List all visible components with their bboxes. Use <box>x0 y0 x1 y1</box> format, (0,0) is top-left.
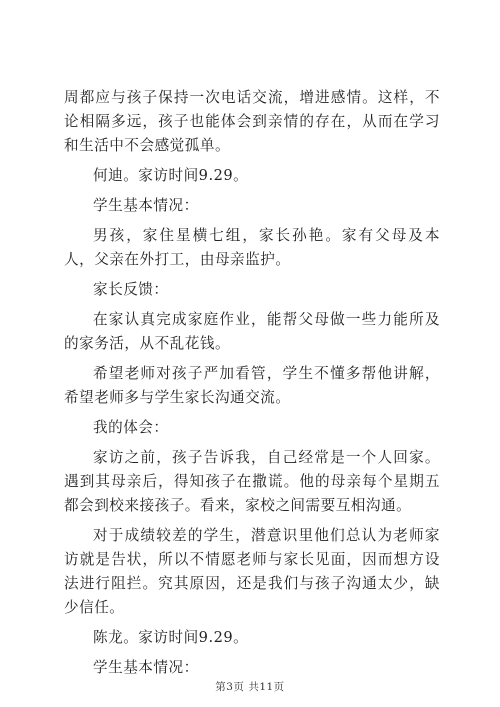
paragraph: 周都应与孩子保持一次电话交流，增进感情。这样，不论相隔多远，孩子也能体会到亲情的存在，从而在学习和生活中不会感觉孤单。 <box>64 89 440 154</box>
paragraph: 家访之前，孩子告诉我，自己经常是一个人回家。遇到其母亲后，得知孩子在撒谎。他的母亲每个星期五都会到校来接孩子。看来，家校之间需要互相沟通。 <box>64 449 440 514</box>
page-number-footer: 第3页 共11页 <box>215 681 285 693</box>
paragraph: 陈龙。家访时间9.29。 <box>93 629 249 646</box>
paragraph: 何迪。家访时间9.29。 <box>93 167 249 184</box>
paragraph: 希望老师对孩子严加看管，学生不懂多帮他讲解，希望老师多与学生家长沟通交流。 <box>64 365 440 406</box>
paragraph: 男孩，家住星横七组，家长孙艳。家有父母及本人，父亲在外打工，由母亲监护。 <box>64 227 440 268</box>
paragraph: 在家认真完成家庭作业，能帮父母做一些力能所及的家务活，从不乱花钱。 <box>64 311 440 352</box>
document-body <box>64 86 440 686</box>
paragraph: 学生基本情况： <box>93 659 199 676</box>
paragraph: 对于成绩较差的学生，潜意识里他们总认为老师家访就是告状，所以不情愿老师与家长见面，因而想方设法进行阻拦。究其原因，还是我们与孩子沟通太少，缺少信任。 <box>64 527 440 616</box>
paragraph: 家长反馈： <box>93 281 169 298</box>
paragraph: 学生基本情况： <box>93 197 199 214</box>
paragraph: 我的体会： <box>93 419 169 436</box>
